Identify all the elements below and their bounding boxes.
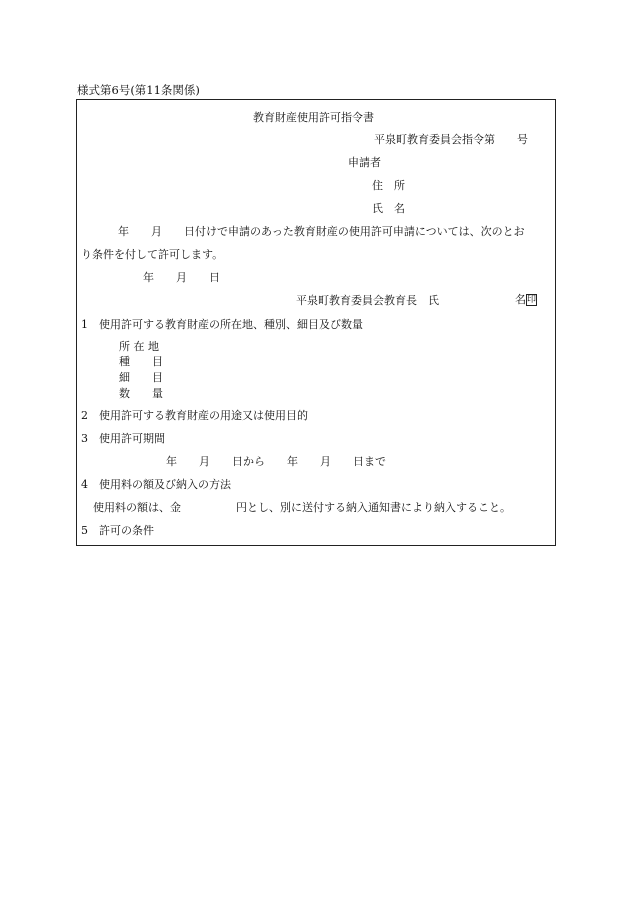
section-1-item-type: 種 目 [119, 355, 163, 368]
section-4-text: 使用料の額は、金 円とし、別に送付する納入通知書により納入すること。 [93, 501, 511, 514]
applicant-label: 申請者 [348, 156, 381, 169]
name-label: 氏 名 [372, 202, 405, 215]
form-number: 様式第6号(第11条関係) [77, 83, 200, 97]
section-1-item-details: 細 目 [119, 371, 163, 384]
section-3-heading: 3 使用許可期間 [81, 432, 165, 445]
body-text-line-2: り条件を付して許可します。 [81, 248, 224, 261]
name-suffix-text: 名 [515, 293, 526, 306]
body-text-line-1: 年 月 日付けで申請のあった教育財産の使用許可申請については、次のとお [118, 225, 525, 238]
section-3-period: 年 月 日から 年 月 日まで [166, 455, 386, 468]
document-title: 教育財産使用許可指令書 [253, 111, 374, 124]
section-2-heading: 2 使用許可する教育財産の用途又は使用目的 [81, 409, 308, 422]
section-1-item-quantity: 数 量 [119, 387, 163, 400]
section-1-heading: 1 使用許可する教育財産の所在地、種別、細目及び数量 [81, 318, 363, 331]
order-number: 平泉町教育委員会指令第 号 [374, 133, 528, 146]
issuer: 平泉町教育委員会教育長 氏 [296, 294, 439, 307]
section-5-heading: 5 許可の条件 [81, 524, 154, 537]
address-label: 住 所 [372, 179, 405, 192]
issue-date: 年 月 日 [143, 271, 220, 284]
issuer-name-suffix [515, 294, 537, 306]
section-4-heading: 4 使用料の額及び納入の方法 [81, 478, 231, 491]
seal-mark: 印 [527, 295, 537, 305]
section-1-item-location: 所 在 地 [119, 340, 159, 353]
